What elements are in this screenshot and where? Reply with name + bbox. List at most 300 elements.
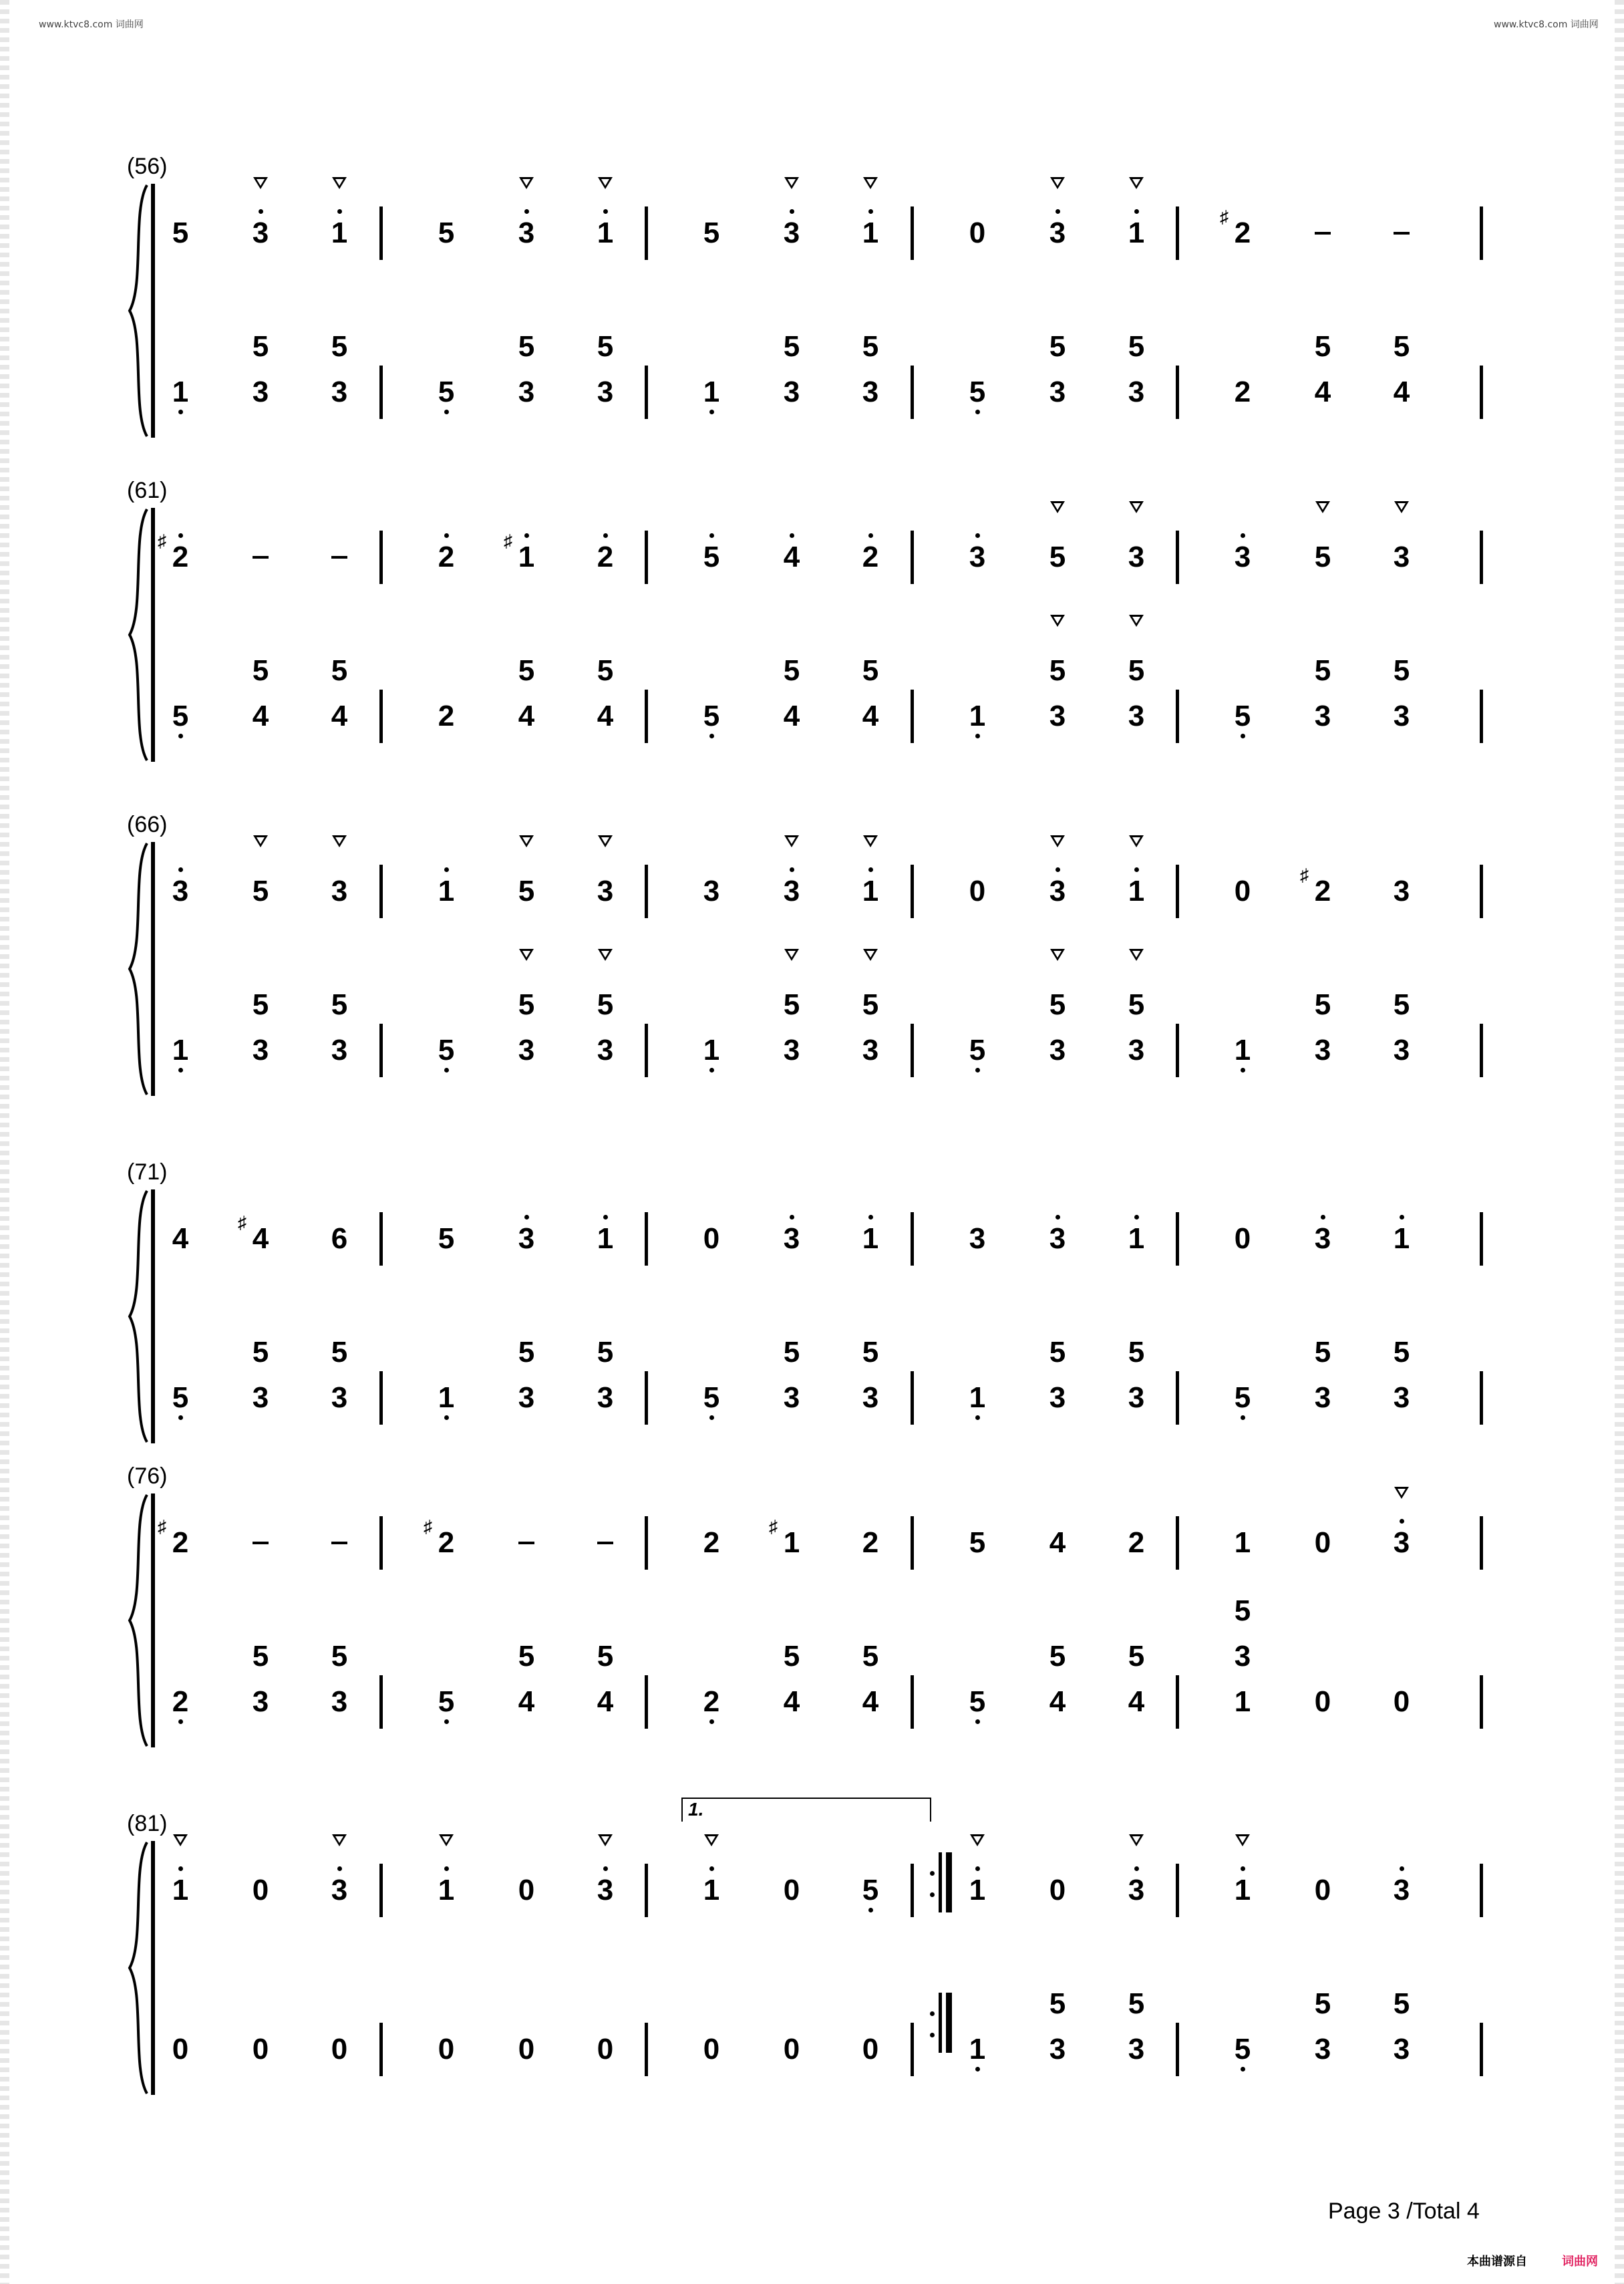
lower-note: 5: [1234, 1381, 1251, 1414]
lower-note-chord-1: 5: [252, 1336, 269, 1369]
lower-note-chord-1: 5: [1393, 988, 1410, 1021]
lower-note-chord-1: 5: [331, 654, 348, 687]
repeat-thin-bar: [939, 1852, 942, 1912]
upper-note: 5: [518, 875, 535, 907]
upper-note-octave-dot: [975, 1866, 980, 1871]
upper-note-accent-icon: [1129, 1834, 1144, 1846]
barline: [1176, 1516, 1179, 1570]
lower-note-chord-1: 5: [1314, 988, 1331, 1021]
lower-note-chord-1: 5: [597, 654, 614, 687]
lower-note-chord-0: 3: [331, 1034, 348, 1066]
lower-note-chord-0: 3: [1393, 1034, 1410, 1066]
lower-note-chord-0: 3: [252, 1034, 269, 1066]
upper-note-octave-dot: [259, 209, 263, 214]
barline: [379, 1864, 383, 1917]
barline-end: [1480, 206, 1483, 260]
lower-note-chord-1: 5: [518, 1336, 535, 1369]
upper-note-octave-dot: [603, 1215, 608, 1220]
barline: [1176, 1371, 1179, 1425]
upper-note-sharp: ♯: [504, 531, 512, 551]
upper-note: 3: [783, 875, 800, 907]
lower-note: 5: [1234, 2033, 1251, 2065]
upper-note-accent-icon: [519, 835, 534, 847]
barline: [379, 2023, 383, 2076]
lower-note-chord-0: 4: [783, 700, 800, 732]
repeat-thin-bar: [939, 1993, 942, 2053]
barline: [645, 2023, 648, 2076]
upper-note-accent-icon: [1394, 501, 1409, 513]
barline: [645, 1516, 648, 1570]
upper-note: 5: [862, 1874, 879, 1906]
upper-note-octave-dot: [603, 1866, 608, 1871]
upper-note-dash: [518, 1542, 534, 1544]
barline: [911, 531, 914, 584]
upper-note: 3: [1393, 1874, 1410, 1906]
lower-note-chord-0: 3: [783, 376, 800, 408]
upper-note: 5: [172, 217, 189, 249]
upper-note-octave-dot: [1134, 209, 1139, 214]
upper-note: 5: [1049, 541, 1066, 573]
upper-note: 4: [1049, 1526, 1066, 1559]
lower-note: 5: [172, 700, 189, 732]
lower-note-chord-0: 4: [783, 1685, 800, 1718]
repeat-thick-bar: [946, 1993, 952, 2053]
upper-note: 3: [1234, 541, 1251, 573]
upper-note: 3: [1393, 875, 1410, 907]
upper-note: 1: [1128, 1222, 1145, 1255]
upper-note: 4: [252, 1222, 269, 1255]
barline: [911, 206, 914, 260]
barline: [645, 1675, 648, 1729]
upper-note-accent-icon: [704, 1834, 719, 1846]
lower-note-chord-1: 5: [783, 330, 800, 363]
lower-note-chord-0: 3: [252, 376, 269, 408]
lower-note-chord-1: 5: [252, 988, 269, 1021]
lower-note-chord-0: 3: [1049, 376, 1066, 408]
upper-note-octave-dot: [1321, 1215, 1325, 1220]
lower-note: 5: [703, 1381, 720, 1414]
lower-note-chord-1: 5: [597, 1640, 614, 1673]
upper-note: 3: [1128, 1874, 1145, 1906]
system-bar: [151, 1189, 155, 1443]
barline-end: [1480, 1675, 1483, 1729]
barline: [1176, 1675, 1179, 1729]
system-bar: [151, 1841, 155, 2095]
lower-note-octave-dot: [178, 734, 183, 738]
lower-note-octave-dot: [975, 1415, 980, 1420]
lower-note-chord-1: 5: [331, 988, 348, 1021]
lower-note-chord-1: 5: [862, 1336, 879, 1369]
upper-note-accent-icon: [1050, 835, 1065, 847]
lower-note: 1: [438, 1381, 455, 1414]
upper-note-sharp: ♯: [424, 1516, 432, 1536]
lower-note-chord-0: 3: [783, 1381, 800, 1414]
upper-note: 3: [331, 1874, 348, 1906]
upper-note: 2: [172, 541, 189, 573]
barline-end: [1480, 1212, 1483, 1266]
lower-note: 5: [969, 1034, 986, 1066]
upper-note-octave-dot: [444, 867, 449, 872]
brace-icon: [127, 184, 154, 438]
lower-note: 5: [969, 376, 986, 408]
lower-note-chord-0: 3: [1128, 376, 1145, 408]
upper-note-accent-icon: [439, 1834, 454, 1846]
upper-note: 0: [1234, 875, 1251, 907]
upper-note: 3: [518, 1222, 535, 1255]
upper-note: 1: [597, 1222, 614, 1255]
upper-note-octave-dot: [1055, 1215, 1060, 1220]
upper-note-accent-icon: [1129, 177, 1144, 189]
upper-note: 1: [862, 875, 879, 907]
upper-note-dash: [1394, 232, 1410, 235]
lower-note-chord-1: 5: [597, 988, 614, 1021]
lower-note-octave-dot: [1241, 1415, 1245, 1420]
barline-end: [1480, 1516, 1483, 1570]
lower-note-chord-0: 3: [1393, 1381, 1410, 1414]
lower-note-chord-1: 5: [1128, 1336, 1145, 1369]
lower-note: 0: [703, 2033, 720, 2065]
upper-note: 2: [597, 541, 614, 573]
header-left: www.ktvc8.com 词曲网: [39, 19, 144, 30]
upper-note-octave-dot: [1241, 1866, 1245, 1871]
lower-note-octave-dot: [975, 734, 980, 738]
upper-note: 0: [518, 1874, 535, 1906]
measure-number: (61): [127, 478, 168, 503]
lower-note: 0: [518, 2033, 535, 2065]
upper-note-accent-icon: [519, 177, 534, 189]
upper-note: 1: [1234, 1874, 1251, 1906]
upper-note-octave-dot: [975, 533, 980, 538]
lower-note-chord-0: 3: [331, 1381, 348, 1414]
lower-note-chord-0: 3: [331, 376, 348, 408]
upper-note: 2: [172, 1526, 189, 1559]
barline-end: [1480, 2023, 1483, 2076]
lower-note-chord-0: 4: [1049, 1685, 1066, 1718]
brace-icon: [127, 508, 154, 762]
lower-note-octave-dot: [709, 1068, 714, 1073]
lower-note-chord-0: 4: [1393, 376, 1410, 408]
lower-note-chord-1: 5: [1049, 1336, 1066, 1369]
upper-note-octave-dot: [868, 1215, 873, 1220]
upper-note: 1: [862, 1222, 879, 1255]
upper-note-accent-icon: [1235, 1834, 1250, 1846]
lower-note-chord-0: 3: [1314, 700, 1331, 732]
lower-note-accent-icon: [598, 949, 613, 961]
barline: [911, 690, 914, 743]
lower-note-chord-0: 3: [252, 1381, 269, 1414]
repeat-dot: [930, 1892, 935, 1897]
barline: [1176, 2023, 1179, 2076]
upper-note: 0: [1234, 1222, 1251, 1255]
volta-label: 1.: [688, 1799, 704, 1820]
upper-note: 3: [331, 875, 348, 907]
lower-note-octave-dot: [975, 2067, 980, 2072]
lower-note: 1: [703, 376, 720, 408]
lower-note: 5: [172, 1381, 189, 1414]
measure-number: (56): [127, 154, 168, 179]
upper-note-octave-dot: [790, 867, 794, 872]
upper-note-octave-dot: [1134, 867, 1139, 872]
barline: [645, 531, 648, 584]
upper-note: 3: [1049, 875, 1066, 907]
upper-note-accent-icon: [332, 177, 347, 189]
barline: [645, 1212, 648, 1266]
lower-note-chord-0: 3: [1128, 700, 1145, 732]
lower-note-chord-0: 4: [597, 1685, 614, 1718]
lower-note: 1: [969, 700, 986, 732]
lower-note: 5: [703, 700, 720, 732]
upper-note-octave-dot: [337, 209, 342, 214]
upper-note: 2: [1314, 875, 1331, 907]
upper-note: 1: [518, 541, 535, 573]
lower-note-chord-0: 4: [518, 700, 535, 732]
lower-note-octave-dot: [975, 1719, 980, 1724]
upper-note-octave-dot: [603, 533, 608, 538]
upper-note-octave-dot: [178, 1866, 183, 1871]
barline: [911, 1371, 914, 1425]
upper-note: 0: [969, 217, 986, 249]
lower-note-chord-0: 3: [1128, 2033, 1145, 2065]
upper-note-accent-icon: [1129, 835, 1144, 847]
lower-note-chord-1: 5: [783, 988, 800, 1021]
upper-note: 5: [1314, 541, 1331, 573]
lower-note: 0: [172, 2033, 189, 2065]
upper-note: 2: [438, 1526, 455, 1559]
lower-note: 1: [1234, 1034, 1251, 1066]
repeat-thick-bar: [946, 1852, 952, 1912]
lower-note-chord-1: 5: [518, 1640, 535, 1673]
barline: [379, 865, 383, 918]
lower-note-octave-dot: [444, 1415, 449, 1420]
barline-end: [1480, 690, 1483, 743]
upper-note-dash: [253, 556, 269, 559]
system-bar: [151, 508, 155, 762]
volta-bracket: [681, 1798, 931, 1822]
lower-note-chord-1: 5: [862, 654, 879, 687]
lower-note-chord-1: 5: [1049, 330, 1066, 363]
measure-number: (66): [127, 812, 168, 837]
upper-note: 3: [969, 541, 986, 573]
barline-end: [1480, 865, 1483, 918]
upper-note: 4: [172, 1222, 189, 1255]
upper-note-sharp: ♯: [158, 531, 166, 551]
lower-note-chord-1: 5: [1049, 1640, 1066, 1673]
upper-note: 1: [597, 217, 614, 249]
lower-note-chord-1: 5: [1314, 1987, 1331, 2020]
lower-note-chord-1: 5: [1049, 1987, 1066, 2020]
lower-note-accent-icon: [519, 949, 534, 961]
lower-note-chord-0: 3: [597, 1381, 614, 1414]
lower-note: 0: [783, 2033, 800, 2065]
upper-note: 0: [969, 875, 986, 907]
lower-note-chord-1: 5: [252, 1640, 269, 1673]
upper-note-dash: [1315, 232, 1331, 235]
lower-note: 5: [438, 1685, 455, 1718]
upper-note-octave-dot: [1400, 1519, 1404, 1524]
measure-number: (71): [127, 1159, 168, 1185]
lower-note-chord-0: 3: [1128, 1034, 1145, 1066]
brace-icon: [127, 1493, 154, 1747]
upper-note: 1: [703, 1874, 720, 1906]
repeat-dot: [930, 1871, 935, 1876]
lower-note-accent-icon: [1050, 615, 1065, 627]
upper-note-octave-dot: [444, 1866, 449, 1871]
upper-note: 0: [252, 1874, 269, 1906]
upper-note-octave-dot: [524, 209, 529, 214]
upper-note: 2: [438, 541, 455, 573]
upper-note-accent-icon: [863, 177, 878, 189]
lower-note-chord-0: 3: [862, 376, 879, 408]
upper-note: 1: [969, 1874, 986, 1906]
lower-note-chord-0: 4: [1314, 376, 1331, 408]
lower-note-chord-1: 5: [1393, 654, 1410, 687]
lower-note-chord-2: 5: [1234, 1594, 1251, 1627]
upper-note-octave-dot: [603, 209, 608, 214]
lower-note-chord-0: 1: [1234, 1685, 1251, 1718]
upper-note-octave-dot: [178, 867, 183, 872]
lower-note: 5: [1234, 700, 1251, 732]
brace-icon: [127, 1841, 154, 2095]
upper-note: 3: [597, 875, 614, 907]
upper-note-accent-icon: [1315, 501, 1330, 513]
upper-note-accent-icon: [598, 1834, 613, 1846]
barline: [379, 366, 383, 419]
upper-note-octave-dot: [1055, 209, 1060, 214]
upper-note: 3: [1049, 217, 1066, 249]
lower-note-chord-1: 5: [1049, 654, 1066, 687]
upper-note-octave-dot: [868, 209, 873, 214]
lower-note-chord-1: 5: [1314, 1336, 1331, 1369]
measure-number: (81): [127, 1811, 168, 1836]
lower-note-chord-1: 5: [862, 330, 879, 363]
upper-note-accent-icon: [1394, 1487, 1409, 1499]
upper-note: 3: [1393, 1526, 1410, 1559]
lower-note-chord-1: 5: [1393, 1336, 1410, 1369]
lower-note: 0: [597, 2033, 614, 2065]
lower-note: 0: [1314, 1685, 1331, 1718]
system-bar: [151, 1493, 155, 1747]
upper-note: 6: [331, 1222, 348, 1255]
barline: [645, 1864, 648, 1917]
upper-note: 3: [783, 217, 800, 249]
lower-note-chord-1: 3: [1234, 1640, 1251, 1673]
lower-note-chord-1: 5: [518, 988, 535, 1021]
left-border-strip: [0, 0, 9, 2284]
lower-note: 0: [438, 2033, 455, 2065]
lower-note-chord-0: 3: [518, 1381, 535, 1414]
barline: [379, 690, 383, 743]
upper-note-octave-dot: [1134, 1866, 1139, 1871]
barline: [1176, 1024, 1179, 1077]
upper-note-sharp: ♯: [238, 1212, 247, 1232]
upper-note: 3: [1314, 1222, 1331, 1255]
lower-note-chord-0: 3: [597, 376, 614, 408]
upper-note-dash: [331, 1542, 347, 1544]
barline: [645, 1024, 648, 1077]
lower-note-chord-1: 5: [1128, 654, 1145, 687]
upper-note-accent-icon: [1050, 501, 1065, 513]
upper-note-dash: [331, 556, 347, 559]
upper-note: 4: [783, 541, 800, 573]
system-bar: [151, 184, 155, 438]
upper-note: 5: [438, 1222, 455, 1255]
upper-note-octave-dot: [790, 209, 794, 214]
barline: [911, 1675, 914, 1729]
lower-note: 2: [1234, 376, 1251, 408]
upper-note: 1: [172, 1874, 189, 1906]
barline: [1176, 690, 1179, 743]
upper-note-accent-icon: [863, 835, 878, 847]
upper-note: 3: [1128, 541, 1145, 573]
lower-note-chord-0: 3: [1314, 1381, 1331, 1414]
upper-note-octave-dot: [1055, 867, 1060, 872]
upper-note: 3: [783, 1222, 800, 1255]
lower-note-chord-0: 3: [597, 1034, 614, 1066]
upper-note-octave-dot: [709, 1866, 714, 1871]
barline: [1176, 531, 1179, 584]
lower-note-octave-dot: [178, 1068, 183, 1073]
lower-note-octave-dot: [178, 1415, 183, 1420]
lower-note-chord-1: 5: [597, 330, 614, 363]
barline: [911, 366, 914, 419]
upper-note-dash: [597, 1542, 613, 1544]
upper-note: 2: [862, 1526, 879, 1559]
upper-note-accent-icon: [784, 177, 799, 189]
barline: [379, 1675, 383, 1729]
barline: [379, 1371, 383, 1425]
upper-note-octave-dot: [1400, 1866, 1404, 1871]
lower-note-chord-1: 5: [783, 1336, 800, 1369]
lower-note-chord-0: 3: [1393, 700, 1410, 732]
barline-end: [1480, 1024, 1483, 1077]
source-text: 本曲谱源自: [1467, 2255, 1527, 2268]
upper-note-accent-icon: [1129, 501, 1144, 513]
lower-note: 2: [703, 1685, 720, 1718]
lower-note-chord-1: 5: [862, 1640, 879, 1673]
barline: [645, 206, 648, 260]
lower-note-chord-1: 5: [331, 1640, 348, 1673]
lower-note-chord-0: 4: [862, 700, 879, 732]
lower-note-chord-0: 3: [1393, 2033, 1410, 2065]
upper-note-octave-dot: [524, 1215, 529, 1220]
barline: [1176, 865, 1179, 918]
lower-note-chord-0: 4: [597, 700, 614, 732]
upper-note-octave-dot: [444, 533, 449, 538]
barline: [911, 1516, 914, 1570]
upper-note: 1: [438, 1874, 455, 1906]
lower-note: 1: [172, 376, 189, 408]
barline: [911, 1024, 914, 1077]
lower-note-chord-1: 5: [1128, 988, 1145, 1021]
upper-note: 3: [252, 217, 269, 249]
lower-note-octave-dot: [178, 410, 183, 414]
lower-note-chord-1: 5: [783, 1640, 800, 1673]
upper-note-accent-icon: [173, 1834, 188, 1846]
lower-note-chord-1: 5: [1128, 1987, 1145, 2020]
lower-note-chord-1: 5: [1393, 1987, 1410, 2020]
lower-note-chord-0: 3: [1314, 1034, 1331, 1066]
lower-note-chord-0: 4: [862, 1685, 879, 1718]
upper-note: 0: [783, 1874, 800, 1906]
upper-note-octave-dot: [790, 533, 794, 538]
lower-note-chord-1: 5: [862, 988, 879, 1021]
lower-note: 0: [331, 2033, 348, 2065]
barline: [379, 1024, 383, 1077]
upper-note: 1: [862, 217, 879, 249]
upper-note: 5: [252, 875, 269, 907]
lower-note-chord-1: 5: [1314, 330, 1331, 363]
lower-note-octave-dot: [178, 1719, 183, 1724]
